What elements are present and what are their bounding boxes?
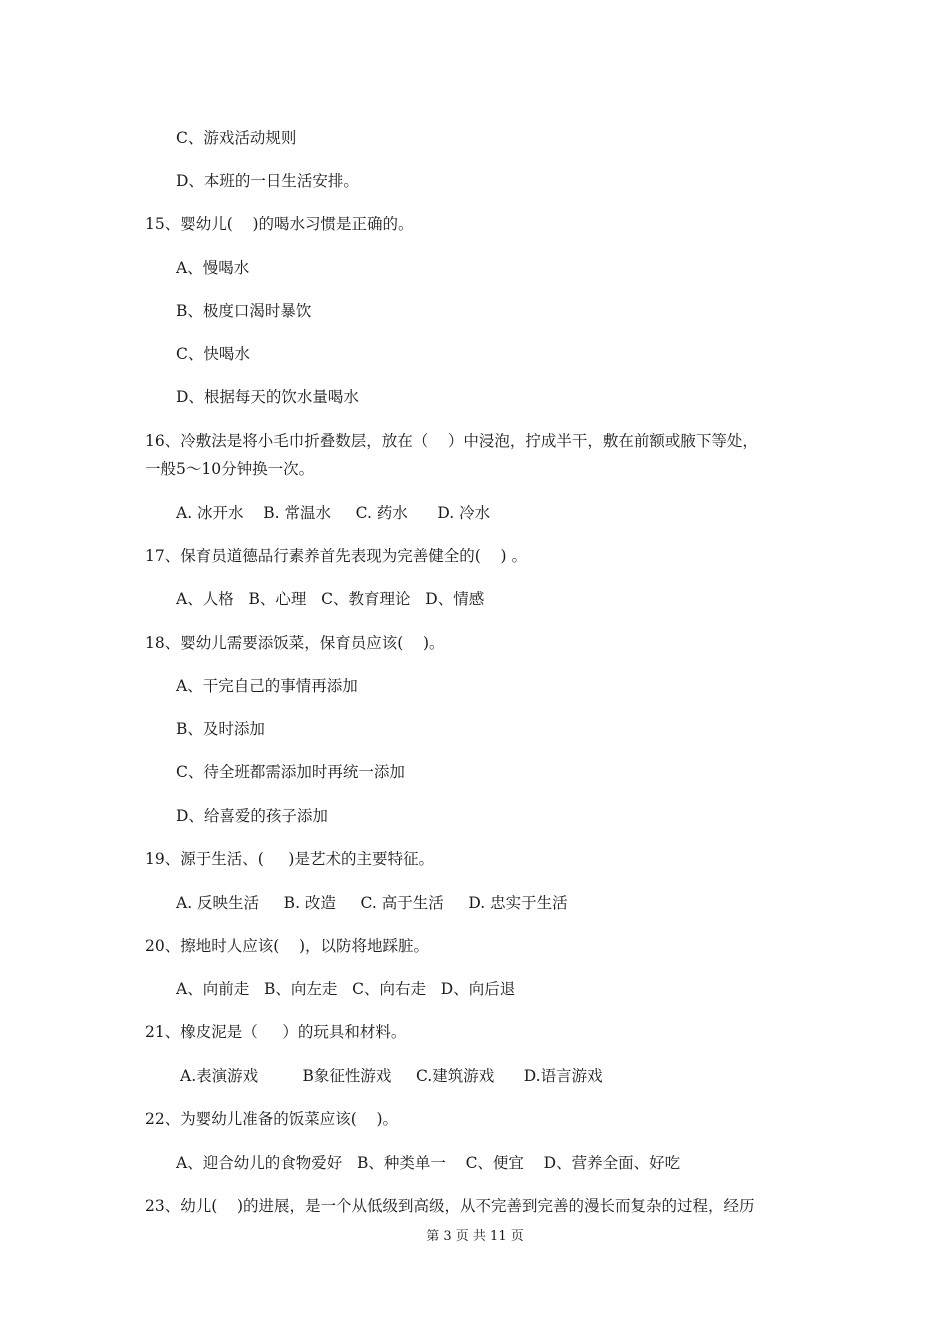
question-23: 23、幼儿( )的进展，是一个从低级到高级，从不完善到完善的漫长而复杂的过程，经历: [145, 1197, 755, 1215]
question-17: 17、保育员道德品行素养首先表现为完善健全的( ) 。: [145, 547, 527, 565]
option-14-c: C、游戏活动规则: [176, 129, 297, 147]
page-footer: 第 3 页 共 11 页: [426, 1229, 524, 1244]
question-21: 21、橡皮泥是（ ）的玩具和材料。: [145, 1023, 407, 1041]
option-18-c: C、待全班都需添加时再统一添加: [176, 763, 405, 781]
question-20: 20、擦地时人应该( )，以防将地踩脏。: [145, 937, 430, 955]
options-17: A、人格 B、心理 C、教育理论 D、情感: [176, 590, 485, 608]
question-22: 22、为婴幼儿准备的饭菜应该( )。: [145, 1110, 399, 1128]
question-15: 15、婴幼儿( )的喝水习惯是正确的。: [145, 215, 414, 233]
option-18-d: D、给喜爱的孩子添加: [176, 807, 328, 825]
options-16: A. 冰开水 B. 常温水 C. 药水 D. 冷水: [176, 504, 491, 522]
question-19: 19、源于生活、( )是艺术的主要特征。: [145, 850, 434, 868]
option-15-b: B、极度口渴时暴饮: [176, 302, 312, 320]
option-15-c: C、快喝水: [176, 345, 250, 363]
option-18-a: A、干完自己的事情再添加: [176, 677, 358, 695]
question-16: 16、冷敷法是将小毛巾折叠数层，放在（ ）中浸泡，拧成半干，敷在前额或腋下等处，: [145, 432, 758, 450]
options-19: A. 反映生活 B. 改造 C. 高于生活 D. 忠实于生活: [176, 894, 568, 912]
options-21: A.表演游戏 B象征性游戏 C.建筑游戏 D.语言游戏: [180, 1067, 603, 1085]
question-16-cont: 一般5～10分钟换一次。: [145, 460, 315, 478]
options-20: A、向前走 B、向左走 C、向右走 D、向后退: [176, 980, 516, 998]
option-15-d: D、根据每天的饮水量喝水: [176, 388, 359, 406]
option-14-d: D、本班的一日生活安排。: [176, 172, 359, 190]
option-15-a: A、慢喝水: [176, 259, 250, 277]
question-18: 18、婴幼儿需要添饭菜，保育员应该( )。: [145, 634, 445, 652]
option-18-b: B、及时添加: [176, 720, 265, 738]
options-22: A、迎合幼儿的食物爱好 B、种类单一 C、便宜 D、营养全面、好吃: [176, 1154, 681, 1172]
